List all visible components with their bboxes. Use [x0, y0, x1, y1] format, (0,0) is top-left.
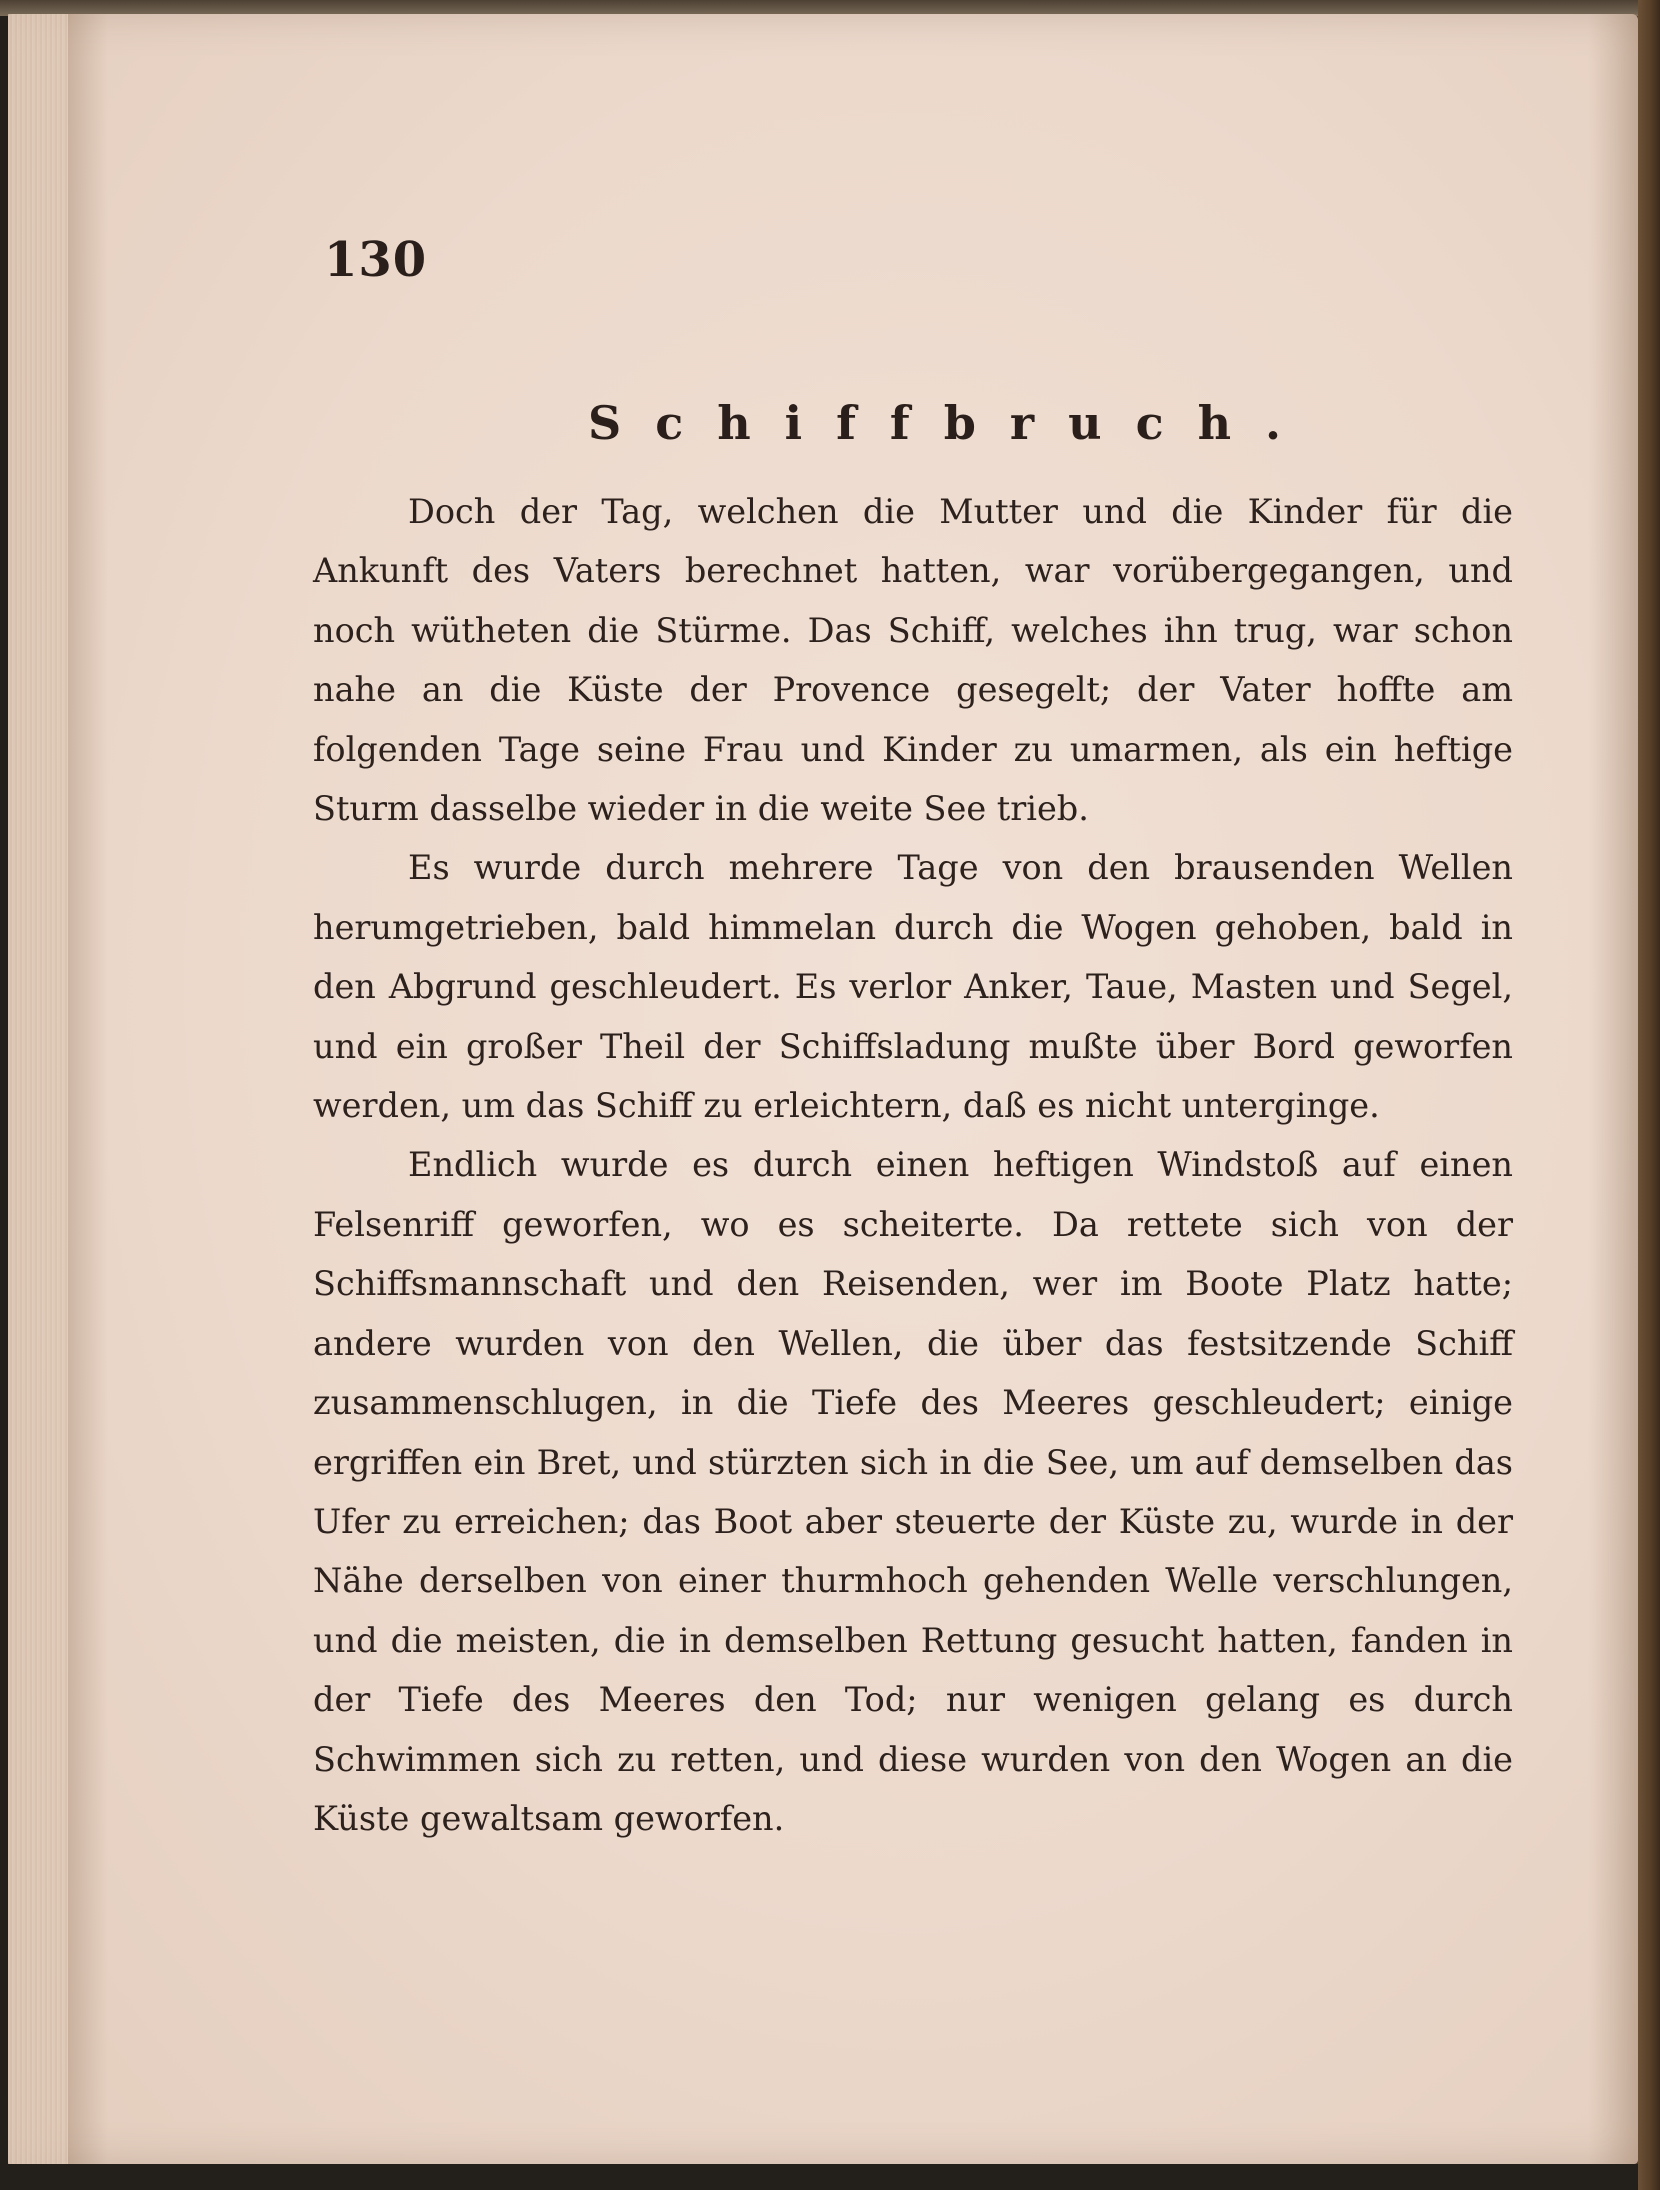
paragraph-1: Doch der Tag, welchen die Mutter und die Kinder für die Ankunft des Vaters berechnet hatten, war vorübergegangen, und noch wütheten die Stürme. Das Schiff, welches ihn trug, war schon nahe an die Küste der Provence gesegelt; der Vater hoffte am folgenden Tage seine Frau und Kinder zu umarmen, als ein heftige Sturm dasselbe wieder in die weite See trieb. — [313, 492, 1513, 829]
paragraph-3: Endlich wurde es durch einen heftigen Windstoß auf einen Felsenriff geworfen, wo es scheiterte. Da rettete sich von der Schiffsmannschaft und den Reisenden, wer im Boote Platz hatte; andere wurden von den Wellen, die über das festsitzende Schiff zusammenschlugen, in die Tiefe des Meeres geschleudert; einige ergriffen ein Bret, und stürzten sich in die See, um auf demselben das Ufer zu erreichen; das Boot aber steuerte der Küste zu, wurde in der Nähe derselben von einer thurmhoch gehenden Welle verschlungen, und die meisten, die in demselben Rettung gesucht hatten, fanden in der Tiefe des Meeres den Tod; nur wenigen gelang es durch Schwimmen sich zu retten, und diese wurden von den Wogen an die Küste gewaltsam geworfen. — [313, 1145, 1513, 1838]
chapter-title: Schiffbruch. — [588, 396, 1316, 450]
paragraph-2: Es wurde durch mehrere Tage von den brausenden Wellen herumgetrieben, bald himmelan durch die Wogen gehoben, bald in den Abgrund geschleudert. Es verlor Anker, Taue, Masten und Segel, und ein großer Theil der Schiffsladung mußte über Bord geworfen werden, um das Schiff zu erleichtern, daß es nicht unterginge. — [313, 848, 1513, 1126]
stacked-page-edges — [8, 14, 68, 2164]
body-text — [313, 482, 1513, 1848]
book-page — [8, 14, 1638, 2164]
page-number: 130 — [324, 232, 428, 288]
cover-board-right-edge — [1638, 0, 1660, 2190]
gutter-shadow — [68, 14, 108, 2164]
page-edge-shadow — [1588, 14, 1638, 2164]
